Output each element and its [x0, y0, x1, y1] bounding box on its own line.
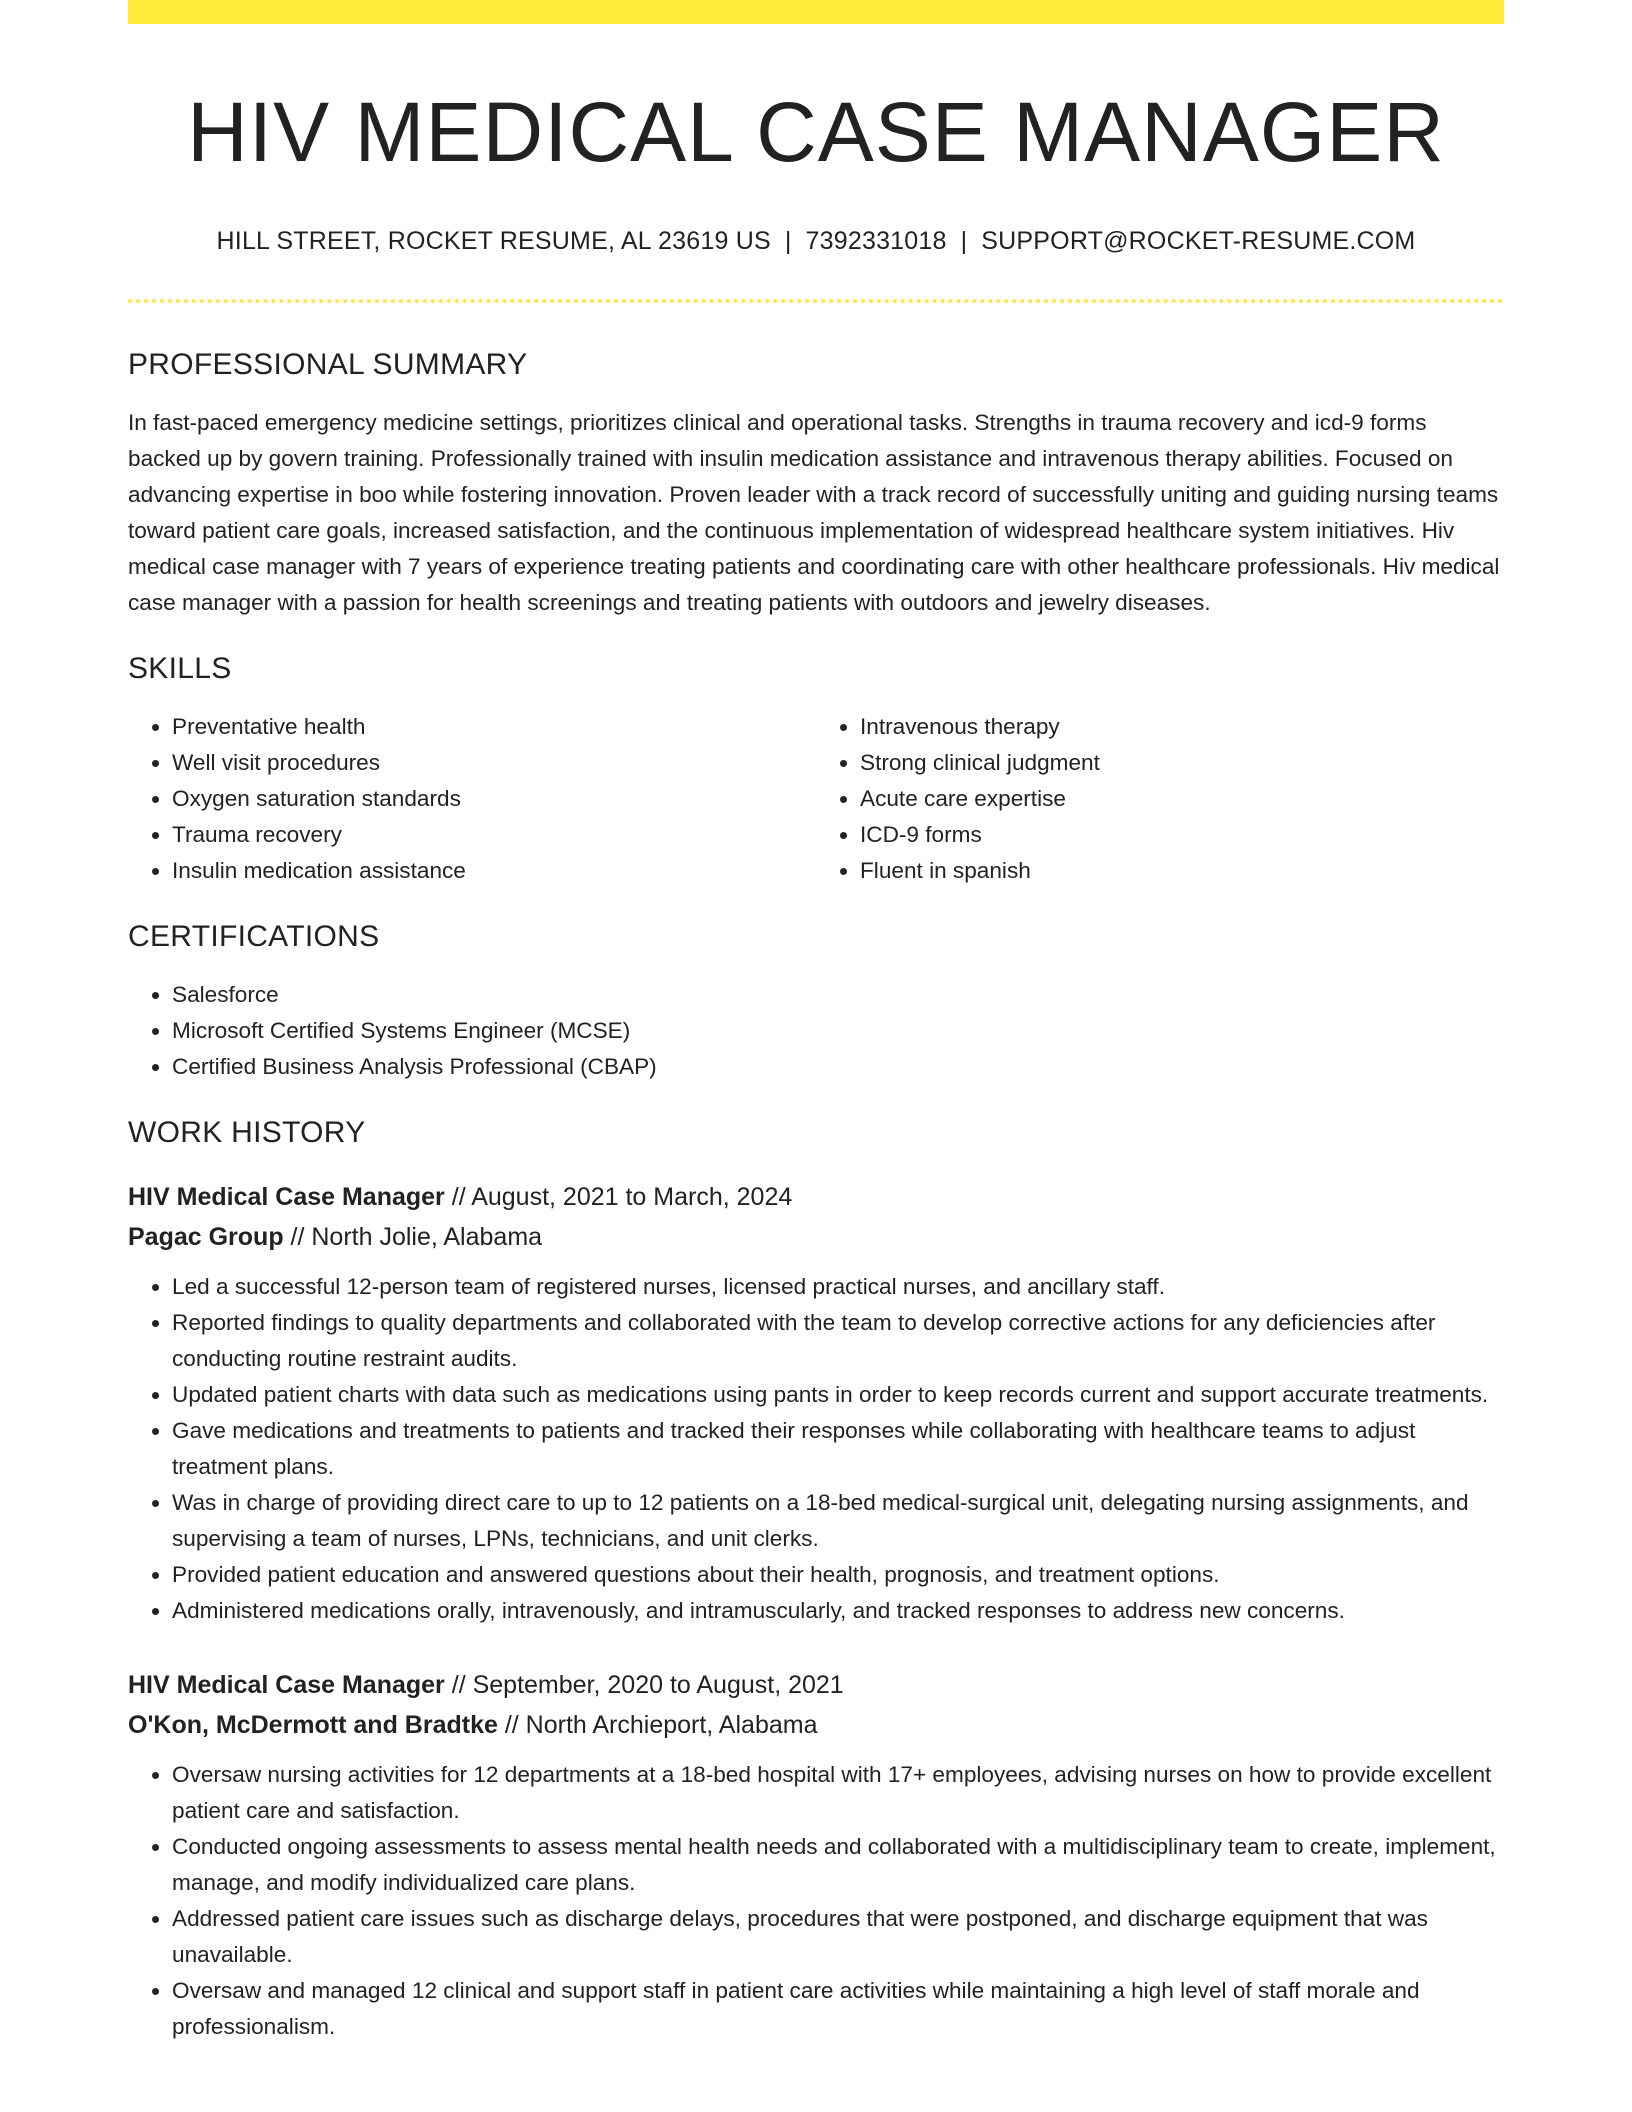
job-bullet: • Gave medications and treatments to patients and tracked their responses while collaborating with healthcare teams to adjust treatment plans. — [172, 1413, 1504, 1485]
job-company-line — [128, 1705, 1504, 1745]
resume-page — [128, 0, 1504, 2045]
contact-separator: | — [960, 226, 968, 255]
certifications-list — [128, 977, 1504, 1085]
job-dates: // September, 2020 to August, 2021 — [444, 1671, 844, 1700]
job-title-line — [128, 1177, 1504, 1217]
skill-item: • ICD-9 forms — [860, 817, 1504, 853]
job-title: HIV Medical Case Manager — [128, 1183, 445, 1212]
job-bullet: • Oversaw nursing activities for 12 departments at a 18-bed hospital with 17+ employees, advising nurses on how to provide excellent patient care and satisfaction. — [172, 1757, 1504, 1829]
summary-text: In fast-paced emergency medicine settings, prioritizes clinical and operational tasks. Strengths in trauma recovery and icd-9 forms backed up by govern training. Professionally trained with insulin medication assistance and intravenous therapy abilities. Focused on advancing expertise in boo while fostering innovation. Proven leader with a track record of successfully uniting and guiding nursing teams toward patient care goals, increased satisfaction, and the continuous implementation of widespread healthcare system initiatives. Hiv medical case manager with 7 years of experience treating patients and coordinating care with other healthcare professionals. Hiv medical case manager with a passion for health screenings and treating patients with outdoors and jewelry diseases. — [128, 410, 1500, 616]
job-title-line — [128, 1665, 1504, 1705]
job-bullets — [128, 1757, 1504, 2045]
job-entry — [128, 1665, 1504, 2045]
skill-item: • Intravenous therapy — [860, 709, 1504, 745]
job-location: // North Archieport, Alabama — [497, 1711, 818, 1740]
dotted-divider — [128, 299, 1504, 303]
job-bullet: • Conducted ongoing assessments to assess mental health needs and collaborated with a multidisciplinary team to create, implement, manage, and modify individualized care plans. — [172, 1829, 1504, 1901]
job-dates: // August, 2021 to March, 2024 — [444, 1183, 793, 1212]
job-bullet: • Updated patient charts with data such as medications using pants in order to keep records current and support accurate treatments. — [172, 1377, 1504, 1413]
job-bullets — [128, 1269, 1504, 1629]
skill-item: • Well visit procedures — [172, 745, 816, 781]
job-company: O'Kon, McDermott and Bradtke — [128, 1711, 498, 1740]
contact-phone: 7392331018 — [805, 226, 947, 255]
job-location: // North Jolie, Alabama — [283, 1223, 543, 1252]
skills-grid — [128, 709, 1504, 889]
work-history-section — [128, 1115, 1504, 2045]
skill-item: • Strong clinical judgment — [860, 745, 1504, 781]
job-bullet: • Was in charge of providing direct care to up to 12 patients on a 18-bed medical-surgical unit, delegating nursing assignments, and supervising a team of nurses, LPNs, technicians, and unit clerks. — [172, 1485, 1504, 1557]
section-heading: PROFESSIONAL SUMMARY — [128, 348, 528, 382]
contact-separator: | — [784, 226, 792, 255]
certification-item: • Certified Business Analysis Professional (CBAP) — [172, 1049, 1504, 1085]
section-heading: SKILLS — [128, 652, 232, 686]
skills-list-right — [816, 709, 1504, 889]
job-bullet: • Oversaw and managed 12 clinical and support staff in patient care activities while maintaining a high level of staff morale and professionalism. — [172, 1973, 1504, 2045]
skill-item: • Trauma recovery — [172, 817, 816, 853]
resume-title: HIV MEDICAL CASE MANAGER — [187, 85, 1445, 179]
job-bullet: • Reported findings to quality departments and collaborated with the team to develop corrective actions for any deficiencies after conducting routine restraint audits. — [172, 1305, 1504, 1377]
section-heading: CERTIFICATIONS — [128, 920, 380, 954]
skill-item: • Insulin medication assistance — [172, 853, 816, 889]
skill-item: • Acute care expertise — [860, 781, 1504, 817]
job-bullet: • Provided patient education and answered questions about their health, prognosis, and treatment options. — [172, 1557, 1504, 1593]
job-bullet: • Led a successful 12-person team of registered nurses, licensed practical nurses, and ancillary staff. — [172, 1269, 1504, 1305]
skill-item: • Preventative health — [172, 709, 816, 745]
accent-bar — [128, 0, 1504, 24]
skill-item: • Oxygen saturation standards — [172, 781, 816, 817]
skills-section — [128, 651, 1504, 889]
job-company: Pagac Group — [128, 1223, 284, 1252]
certifications-section — [128, 919, 1504, 1085]
contact-email: SUPPORT@ROCKET-RESUME.COM — [981, 226, 1416, 255]
job-company-line — [128, 1217, 1504, 1257]
job-bullet: • Administered medications orally, intravenously, and intramuscularly, and tracked responses to address new concerns. — [172, 1593, 1504, 1629]
contact-address: HILL STREET, ROCKET RESUME, AL 23619 US — [216, 226, 771, 255]
job-title: HIV Medical Case Manager — [128, 1671, 445, 1700]
job-bullet: • Addressed patient care issues such as discharge delays, procedures that were postponed, and discharge equipment that was unavailable. — [172, 1901, 1504, 1973]
job-entry — [128, 1177, 1504, 1629]
skill-item: • Fluent in spanish — [860, 853, 1504, 889]
skills-list-left — [128, 709, 816, 889]
section-heading: WORK HISTORY — [128, 1116, 366, 1150]
certification-item: • Microsoft Certified Systems Engineer (MCSE) — [172, 1013, 1504, 1049]
certification-item: • Salesforce — [172, 977, 1504, 1013]
professional-summary-section — [128, 347, 1504, 621]
contact-line — [128, 225, 1504, 258]
